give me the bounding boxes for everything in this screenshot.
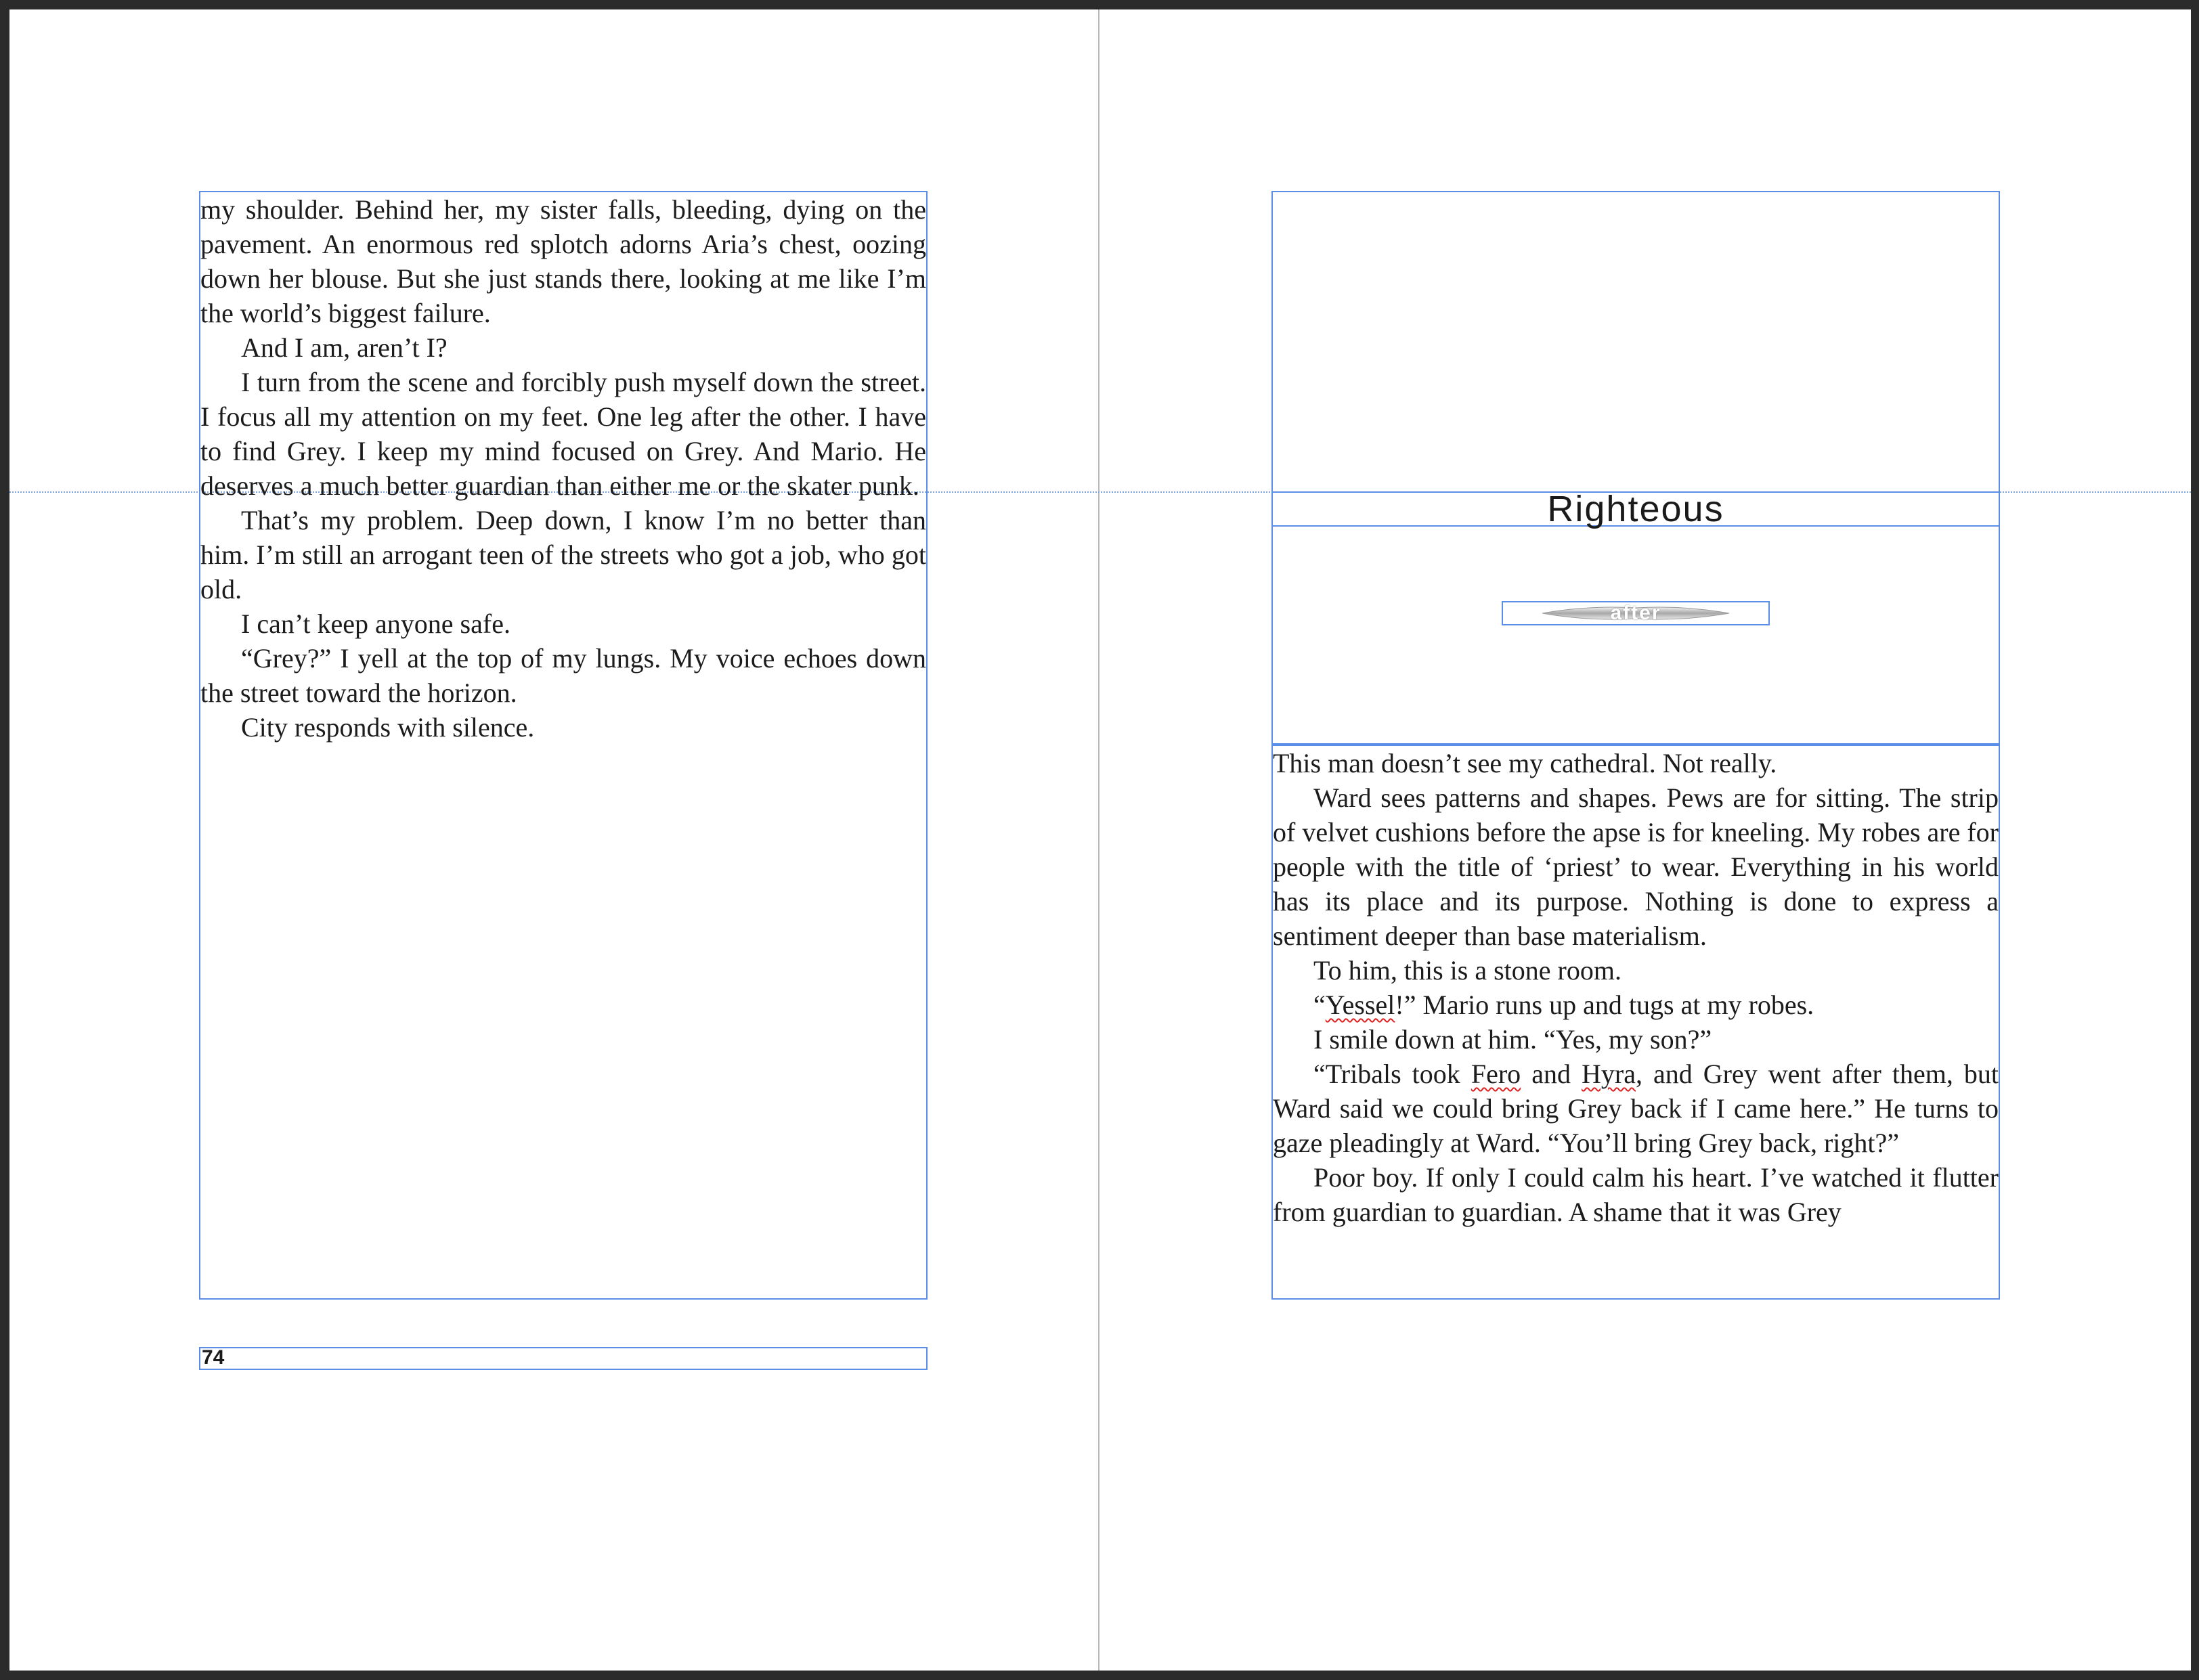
paragraph: That’s my problem. Deep down, I know I’m no better than him. I’m still an arrogant teen of the streets who got a job, who got old. [200, 505, 926, 604]
misspelled-word[interactable]: Hyra [1582, 1059, 1636, 1089]
paragraph: I turn from the scene and forcibly push myself down the street. I focus all my attention on my feet. One leg after the other. I have to find Grey. I keep my mind focused on Grey. And Mario. He deserves a much better guardian than either me or the skater punk. [200, 367, 926, 501]
paragraph: I smile down at him. “Yes, my son?” [1313, 1024, 1712, 1055]
text-run: , and Grey went after them, but Ward said we could bring Grey back if I came here.” He turns to gaze pleadingly at Ward. “You’ll bring Grey back, right?” [1273, 1059, 1999, 1158]
paragraph: Ward sees patterns and shapes. Pews are for sitting. The strip of velvet cushions before the apse is for kneeling. My robes are for people with the title of ‘priest’ to wear. Everything in his world has its place and its purpose. Nothing is done to express a sentiment deeper than base materialism. [1273, 782, 1999, 951]
paragraph: Poor boy. If only I could calm his heart. I’ve watched it flutter from guardian to guardian. A shame that it was Grey [1273, 1162, 1999, 1227]
ornament-flourish [1541, 602, 1730, 624]
paragraph [1273, 988, 1999, 1022]
paragraph: This man doesn’t see my cathedral. Not really. [1273, 748, 1777, 778]
paragraph [1273, 1057, 1999, 1160]
paragraph: “Grey?” I yell at the top of my lungs. My voice echoes down the street toward the horizon. [200, 643, 926, 708]
text-run: !” Mario runs up and tugs at my robes. [1395, 990, 1814, 1020]
paragraph: City responds with silence. [241, 712, 535, 743]
ornament-frame[interactable] [1502, 601, 1770, 625]
paragraph: my shoulder. Behind her, my sister falls, bleeding, dying on the pavement. An enormous red splotch adorns Aria’s chest, oozing down her blouse. But she just stands there, looking at me like I’m the world’s biggest failure. [200, 194, 926, 328]
paragraph: I can’t keep anyone safe. [241, 609, 510, 639]
text-run: and [1521, 1059, 1582, 1089]
spine-divider [1098, 9, 1100, 1671]
ornament-label: after [1610, 602, 1661, 624]
misspelled-word[interactable]: Yessel [1325, 990, 1395, 1020]
text-run: “ [1313, 990, 1326, 1020]
text-run: “Tribals took [1313, 1059, 1471, 1089]
left-text-frame[interactable] [199, 191, 928, 1300]
chapter-title: Righteous [1547, 489, 1724, 529]
chapter-opener-frame[interactable] [1271, 191, 2000, 745]
folio-frame[interactable] [199, 1347, 928, 1370]
right-text-frame[interactable] [1271, 745, 2000, 1300]
page-number: 74 [202, 1346, 225, 1369]
page-spread [9, 9, 2191, 1671]
paragraph: To him, this is a stone room. [1313, 955, 1621, 986]
paragraph: And I am, aren’t I? [241, 332, 448, 363]
misspelled-word[interactable]: Fero [1471, 1059, 1521, 1089]
chapter-title-frame[interactable] [1271, 491, 2000, 527]
